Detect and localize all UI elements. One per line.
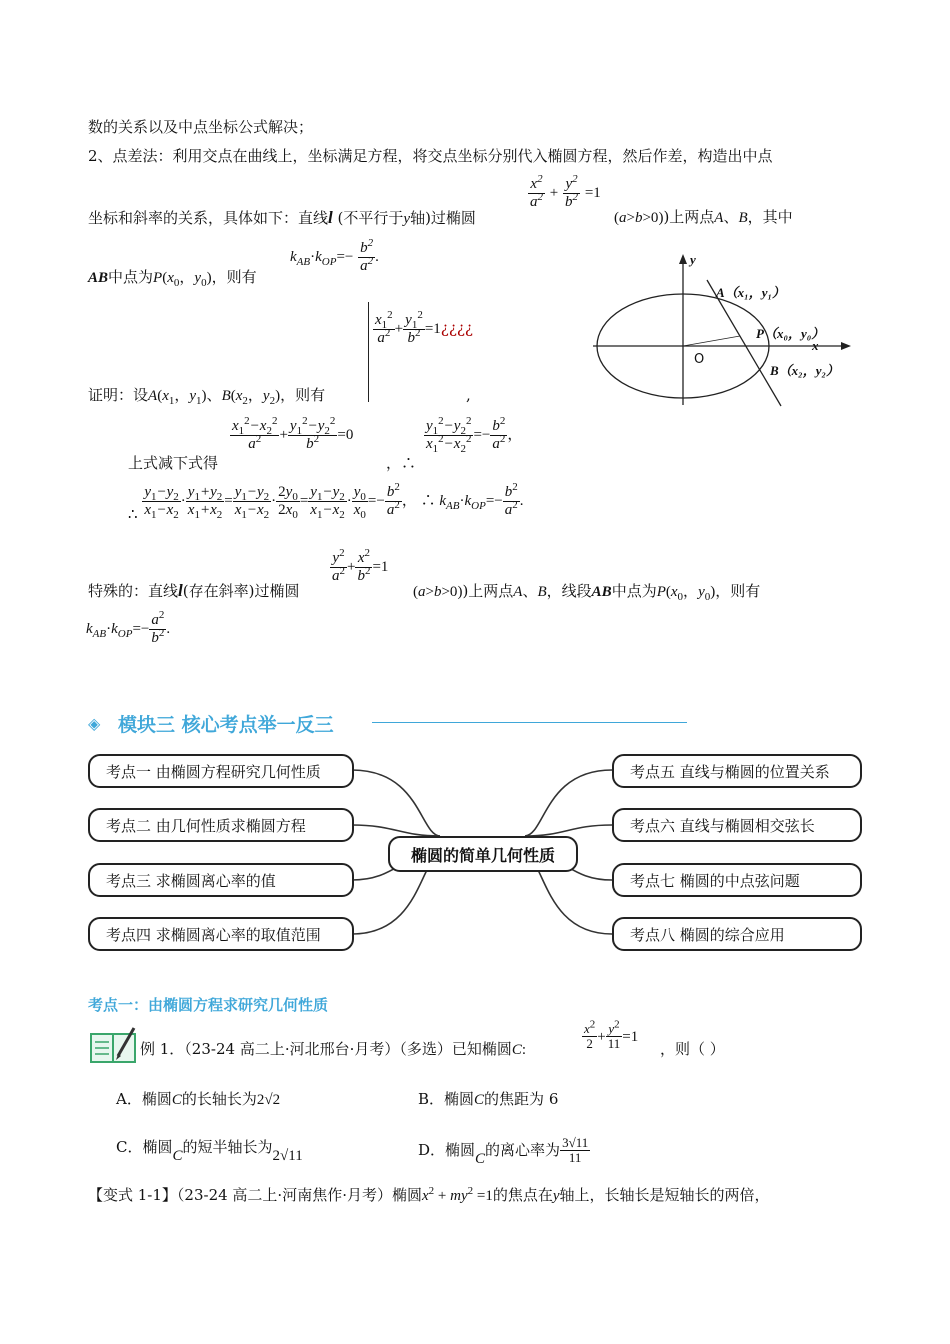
- special-result: $k_{AB}\cdot k_{OP}=-$ $\frac{a^2}{b^2}$ .: [86, 609, 171, 646]
- option-a: A．椭圆C的长轴长为2√2: [116, 1090, 281, 1108]
- fig-y-label: y: [690, 252, 696, 267]
- ellipse-equation: $\frac{x^2}{a^2}$ + $\frac{y^2}{b^2}$ =1: [530, 173, 601, 210]
- option-b: B．椭圆C的焦距为 6: [418, 1090, 559, 1108]
- chain-equation: ∴ $\frac{y_1-y_2}{x_1-x_2}$ · $\frac{y_1+y_2}{x_1+x_2}$ = $\frac{y_1-y_2}{x_1-x_2}$ · $\frac{2y_0}{2x_0}$ = $\frac{y_1-y_2}{x_1-x_2}$ · $\frac{y_0}{x_0}$ =− $\frac{b^2}{a^2}$ ， ∴ $k_{AB}\cdot k_{OP}=-$ $\frac{b^2}{a^2}$ .: [128, 481, 524, 523]
- special-line-b: (a>b>0))上两点A、B，线段AB中点为$P(x_0$，$y_0$)，则有: [413, 582, 761, 603]
- text-line-2: 2、点差法：利用交点在曲线上，坐标满足方程，将交点坐标分别代入椭圆方程，然后作差，构造出中点: [88, 147, 773, 165]
- module-title-rule: [372, 722, 687, 723]
- system-eq: $\frac{x_1^2}{a^2}$ + $\frac{y_1^2}{b^2}$ =1¿¿¿¿: [375, 309, 473, 346]
- node-left-3: 考点三 求椭圆离心率的值: [88, 863, 354, 897]
- option-c: C．椭圆C的短半轴长为2√11: [116, 1138, 303, 1164]
- text-line-4: AB中点为$P(x_0$，$y_0$)，则有: [88, 268, 257, 289]
- example-1-eq: $\frac{x^2}{2}$ + $\frac{y^2}{11}$ =1: [584, 1018, 639, 1052]
- variant-1-1: 【变式 1-1】（23-24 高二上·河南焦作·月考）椭圆$x^2 + my^2 =1$的焦点在y轴上，长轴长是短轴长的两倍，: [88, 1185, 770, 1204]
- mindmap-center: 椭圆的简单几何性质: [388, 836, 578, 872]
- node-right-6: 考点六 直线与椭圆相交弦长: [612, 808, 862, 842]
- diamond-icon: ◈: [88, 714, 101, 733]
- book-icon: [88, 1024, 140, 1068]
- node-left-4: 考点四 求椭圆离心率的取值范围: [88, 917, 354, 951]
- fig-origin-label: O: [694, 352, 705, 367]
- sub-label: 上式减下式得: [128, 454, 219, 472]
- node-right-5: 考点五 直线与椭圆的位置关系: [612, 754, 862, 788]
- fig-x-label: x: [812, 338, 819, 353]
- fig-point-a: A（x₁，y₁）: [716, 285, 786, 300]
- y-axis-arrow: [679, 254, 687, 264]
- x-axis-arrow: [841, 342, 851, 350]
- option-d: D．椭圆C的离心率为 $\frac{3√11}{11}$: [418, 1135, 589, 1167]
- example-1-suffix: ，则（ ）: [660, 1040, 725, 1058]
- kd1-title: 考点一：由椭圆方程求研究几何性质: [88, 996, 329, 1014]
- slope-product-formula: $k_{AB}\cdot k_{OP}=-$ $\frac{b^2}{a^2}$ .: [290, 237, 379, 274]
- node-left-2: 考点二 由几何性质求椭圆方程: [88, 808, 354, 842]
- proof-line: 证明：设$A(x_1$，$y_1$)、$B(x_2$，$y_2$)，则有: [88, 386, 326, 407]
- fig-point-p: P（x₀，y₀）: [756, 326, 825, 341]
- text-line-3: 坐标和斜率的关系，具体如下：直线l (不平行于y轴)过椭圆: [88, 208, 476, 227]
- comma-mark: ,: [466, 386, 471, 404]
- therefore-1: ，∴: [386, 456, 417, 472]
- text-line-3b: (a>b>0))上两点A、B，其中: [614, 208, 793, 226]
- node-right-8: 考点八 椭圆的综合应用: [612, 917, 862, 951]
- example-1: 例 1．（23-24 高二上·河北邢台·月考）（多选）已知椭圆C:: [140, 1040, 527, 1058]
- special-ellipse-eq: $\frac{y^2}{a^2}$ + $\frac{x^2}{b^2}$ =1: [332, 547, 389, 584]
- module-title: 模块三 核心考点举一反三: [118, 714, 334, 736]
- fig-point-b: B（x₂，y₂）: [770, 363, 840, 378]
- op-segment: [683, 336, 740, 346]
- node-right-7: 考点七 椭圆的中点弦问题: [612, 863, 862, 897]
- system-brace: [368, 302, 371, 402]
- node-left-1: 考点一 由椭圆方程研究几何性质: [88, 754, 354, 788]
- special-line: 特殊的：直线l(存在斜率)过椭圆: [88, 581, 300, 600]
- text-line-1: 数的关系以及中点坐标公式解决；: [88, 118, 314, 136]
- diff-equation: $\frac{x_1^2-x_2^2}{a^2}$ + $\frac{y_1^2-y_2^2}{b^2}$ =0: [232, 415, 354, 452]
- ratio-equation: $\frac{y_1^2-y_2^2}{x_1^2-x_2^2}$ =− $\frac{b^2}{a^2}$ ，: [426, 415, 523, 455]
